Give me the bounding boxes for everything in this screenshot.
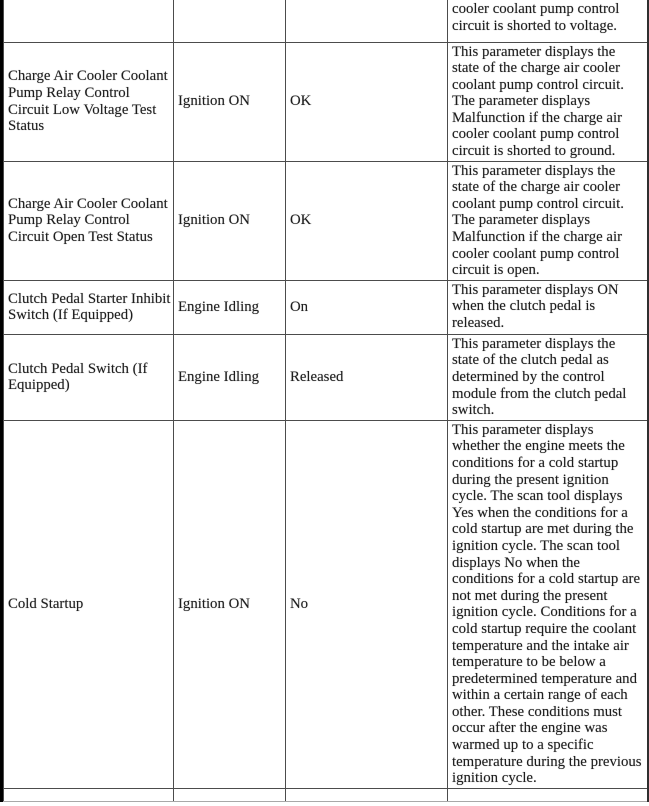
parameter-cell — [4, 788, 174, 801]
condition-cell: Engine Idling — [174, 280, 286, 334]
value-cell: OK — [286, 161, 448, 280]
condition-cell — [174, 0, 286, 42]
value-cell: OK — [286, 42, 448, 161]
description-cell: cooler coolant pump control circuit is shorted to voltage. — [448, 0, 649, 42]
parameter-cell — [4, 0, 174, 42]
description-cell: This parameter displays whether the engine meets the conditions for a cold startup during the present ignition cycle. The scan tool displays Yes when the conditions for a cold startup are met during the ignition cycle. The scan tool displays No when the conditions for a cold startup are not met during the present ignition cycle. Conditions for a cold startup require the coolant temperature and the intake air temperature to be below a predetermined temperature and within a certain range of each other. These conditions must occur after the engine was warmed up to a specific temperature during the previous ignition cycle. — [448, 420, 649, 788]
value-cell: On — [286, 280, 448, 334]
table-row — [4, 420, 649, 788]
table-row — [4, 788, 649, 801]
value-cell — [286, 788, 448, 801]
condition-cell: Ignition ON — [174, 161, 286, 280]
description-cell: This parameter displays the state of the charge air cooler coolant pump control circuit. The parameter displays Malfunction if the charge air cooler coolant pump control circuit is open. — [448, 161, 649, 280]
value-cell: No — [286, 420, 448, 788]
condition-cell: Ignition ON — [174, 420, 286, 788]
parameter-cell: Charge Air Cooler Coolant Pump Relay Control Circuit Low Voltage Test Status — [4, 42, 174, 161]
table-row — [4, 280, 649, 334]
description-cell: This parameter displays the state of the charge air cooler coolant pump control circuit. The parameter displays Malfunction if the charge air cooler coolant pump control circuit is shorted to ground. — [448, 42, 649, 161]
condition-cell: Ignition ON — [174, 42, 286, 161]
table-row — [4, 0, 649, 42]
description-cell: This parameter displays the state of the clutch pedal as determined by the control module from the clutch pedal switch. — [448, 334, 649, 420]
parameter-cell: Clutch Pedal Switch (If Equipped) — [4, 334, 174, 420]
parameter-cell: Charge Air Cooler Coolant Pump Relay Control Circuit Open Test Status — [4, 161, 174, 280]
scan-tool-parameter-table — [3, 0, 649, 802]
table-row — [4, 42, 649, 161]
value-cell — [286, 0, 448, 42]
table-row — [4, 161, 649, 280]
table-row — [4, 334, 649, 420]
value-cell: Released — [286, 334, 448, 420]
description-cell — [448, 788, 649, 801]
description-cell: This parameter displays ON when the clutch pedal is released. — [448, 280, 649, 334]
condition-cell: Engine Idling — [174, 334, 286, 420]
parameter-cell: Clutch Pedal Starter Inhibit Switch (If Equipped) — [4, 280, 174, 334]
condition-cell — [174, 788, 286, 801]
parameter-cell: Cold Startup — [4, 420, 174, 788]
